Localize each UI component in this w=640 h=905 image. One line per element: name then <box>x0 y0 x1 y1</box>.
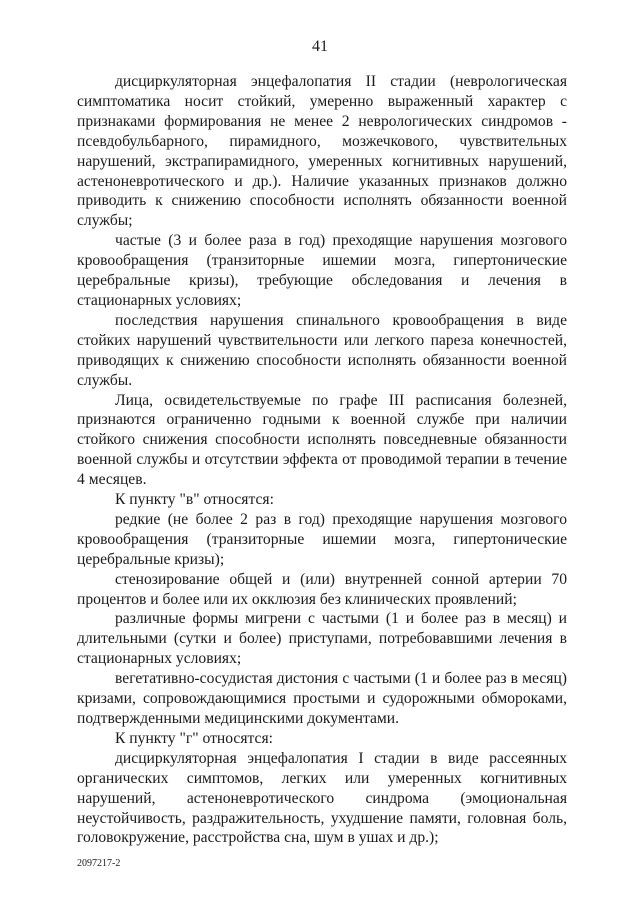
paragraph-limited-fitness: Лица, освидетельствуемые по графе III расписания болезней, признаются ограниченно годными к военной службе при наличии стойкого снижения способности исполнять повседневные обязанности военной службы и отсутствии эффекта от проводимой терапии в течение 4 месяцев. <box>77 391 567 489</box>
paragraph-item-v-heading: К пункту "в" относятся: <box>115 491 274 509</box>
paragraph-encephalopathy-stage-2: дисциркуляторная энцефалопатия II стадии (неврологическая симптоматика носит стойкий, умеренно выраженный характер с признаками формирования не менее 2 неврологических синдромов - псевдобульбарного, пирамидного, мозжечкового, чувствительных нарушений, экстрапирамидного, умеренных когнитивных нарушений, астеноневротического и др.). Наличие указанных признаков должно приводить к снижению способности исполнять обязанности военной службы; <box>77 73 567 230</box>
page-number: 41 <box>312 38 328 55</box>
paragraph-transient-disorders-frequent: частые (3 и более раза в год) преходящие нарушения мозгового кровообращения (транзиторные ишемии мозга, гипертонические церебральные кризы), требующие обследования и лечения в стационарных условиях; <box>77 232 567 309</box>
document-code: 2097217-2 <box>77 858 121 869</box>
paragraph-spinal-circulation: последствия нарушения спинального кровообращения в виде стойких нарушений чувствительности или легкого пареза конечностей, приводящих к снижению способности исполнять обязанности военной службы. <box>77 311 567 389</box>
paragraph-vegetative-dystonia: вегетативно-сосудистая дистония с частыми (1 и более раз в месяц) кризами, сопровождающимися простыми и судорожными обмороками, подтвержденными медицинскими документами. <box>77 670 567 727</box>
paragraph-transient-disorders-rare: редкие (не более 2 раз в год) преходящие нарушения мозгового кровообращения (транзиторные ишемии мозга, гипертонические церебральные кризы); <box>77 510 567 568</box>
paragraph-migraine: различные формы мигрени с частыми (1 и более раз в месяц) и длительными (сутки и более) приступами, потребовавшими лечения в стационарных условиях; <box>77 610 567 668</box>
paragraph-carotid-stenosis: стенозирование общей и (или) внутренней сонной артерии 70 процентов и более или их окклюзия без клинических проявлений; <box>77 570 567 608</box>
document-body <box>77 72 567 848</box>
paragraph-item-g-heading: К пункту "г" относятся: <box>115 729 273 747</box>
paragraph-encephalopathy-stage-1: дисциркуляторная энцефалопатия I стадии в виде рассеянных органических симптомов, легких или умеренных когнитивных нарушений, астеноневротического синдрома (эмоциональная неустойчивость, раздражительность, ухудшение памяти, головная боль, головокружение, расстройства сна, шум в ушах и др.); <box>77 749 567 847</box>
